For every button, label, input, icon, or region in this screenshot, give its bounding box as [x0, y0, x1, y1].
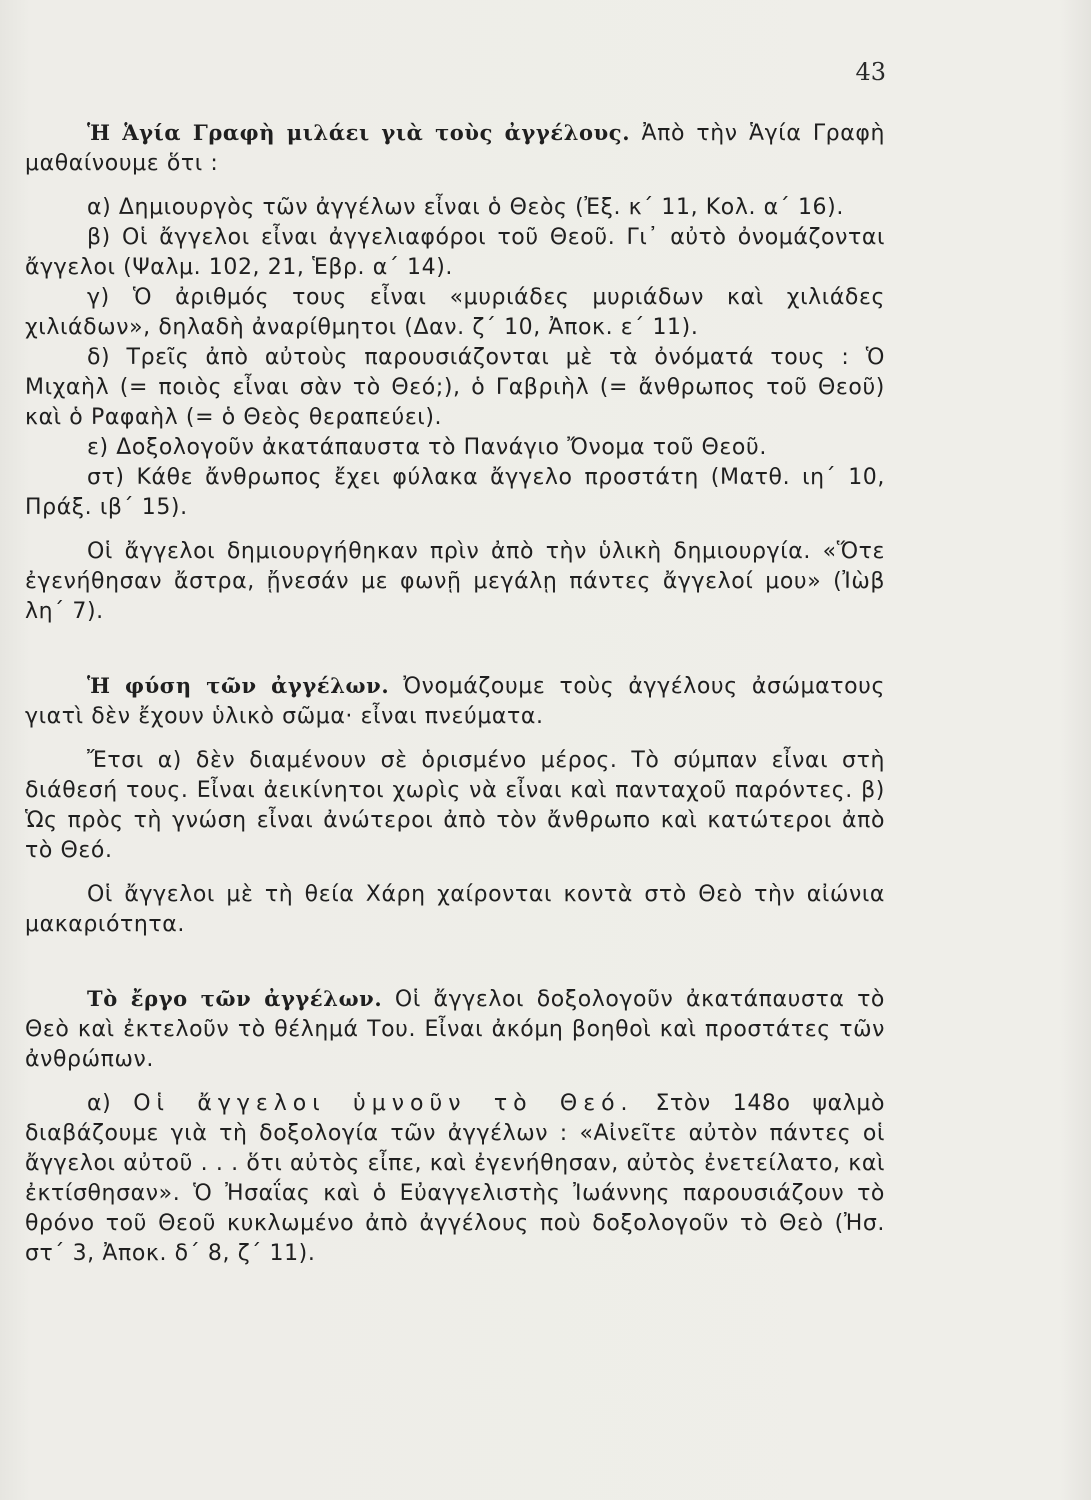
section3-intro-paragraph: [25, 984, 885, 1075]
section1-intro-paragraph: [25, 118, 885, 179]
section3-item-a-text: Στὸν 148ο ψαλμὸ διαβάζουμε γιὰ τὴ δοξολογία τῶν ἀγγέλων : «Αἰνεῖτε αὐτὸν πάντες οἱ ἄγγελοι αὐτοῦ . . . ὅτι αὐτὸς εἶπε, καὶ ἐγενήθησαν, αὐτὸς ἐνετείλατο, καὶ ἐκτίσθησαν». Ὁ Ἠσαΐας καὶ ὁ Εὐαγγελιστὴς Ἰωάννης παρουσιάζουν τὸ θρόνο τοῦ Θεοῦ κυκλωμένο ἀπὸ ἀγγέλους ποὺ δοξολογοῦν τὸ Θεὸ (Ἠσ. στ΄ 3, Ἀποκ. δ΄ 8, ζ΄ 11).: [25, 1091, 886, 1266]
section1-closing: Οἱ ἄγγελοι δημιουργήθηκαν πρὶν ἀπὸ τὴν ὑλικὴ δημιουργία. «Ὅτε ἐγενήθησαν ἄστρα, ᾔνεσάν με φωνῇ μεγάλῃ πάντες ἄγγελοί μου» (Ἰὼβ λη΄ 7).: [25, 539, 885, 624]
section1-item-b: β) Οἱ ἄγγελοι εἶναι ἀγγελιαφόροι τοῦ Θεοῦ. Γι᾽ αὐτὸ ὀνομάζονται ἄγγελοι (Ψαλμ. 102, 21, Ἑβρ. α΄ 14).: [25, 225, 885, 280]
section3-item-a: [25, 1089, 885, 1269]
section3-heading: Τὸ ἔργο τῶν ἀγγέλων.: [87, 986, 383, 1011]
section1-heading: Ἡ Ἁγία Γραφὴ μιλάει γιὰ τοὺς ἀγγέλους.: [87, 120, 631, 145]
section2-paragraph-1: Ἔτσι α) δὲν διαμένουν σὲ ὁρισμένο μέρος. Τὸ σύμπαν εἶναι στὴ διάθεσή τους. Εἶναι ἀεικίνητοι χωρὶς νὰ εἶναι καὶ πανταχοῦ παρόντες. β) Ὡς πρὸς τὴ γνώση εἶναι ἀνώτεροι ἀπὸ τὸν ἄνθρωπο καὶ κατώτεροι ἀπὸ τὸ Θεό.: [25, 748, 885, 863]
body-text: [25, 118, 885, 1269]
section1-item-c: γ) Ὁ ἀριθμός τους εἶναι «μυριάδες μυριάδων καὶ χιλιάδες χιλιάδων», δηλαδὴ ἀναρίθμητοι (Δαν. ζ΄ 10, Ἀποκ. ε΄ 11).: [25, 285, 885, 340]
section1-item-st: στ) Κάθε ἄνθρωπος ἔχει φύλακα ἄγγελο προστάτη (Ματθ. ιη΄ 10, Πράξ. ιβ΄ 15).: [25, 465, 885, 520]
section2-intro: Ὀνομάζουμε τοὺς ἀγγέλους ἀσώματους γιατὶ δὲν ἔχουν ὑλικὸ σῶμα· εἶναι πνεύματα.: [25, 674, 885, 729]
section1-item-a: α) Δημιουργὸς τῶν ἀγγέλων εἶναι ὁ Θεὸς (Ἐξ. κ΄ 11, Κολ. α΄ 16).: [87, 195, 844, 220]
section1-item-e: ε) Δοξολογοῦν ἀκατάπαυστα τὸ Πανάγιο Ὄνομα τοῦ Θεοῦ.: [87, 435, 767, 460]
section1-item-d: δ) Τρεῖς ἀπὸ αὐτοὺς παρουσιάζονται μὲ τὰ ὀνόματά τους : Ὁ Μιχαὴλ (= ποιὸς εἶναι σὰν τὸ Θεό;), ὁ Γαβριὴλ (= ἄνθρωπος τοῦ Θεοῦ) καὶ ὁ Ραφαὴλ (= ὁ Θεὸς θεραπεύει).: [25, 345, 885, 430]
section2-heading: Ἡ φύση τῶν ἀγγέλων.: [87, 673, 390, 698]
section2-paragraph-2: Οἱ ἄγγελοι μὲ τὴ θεία Χάρη χαίρονται κοντὰ στὸ Θεὸ τὴν αἰώνια μακαριότητα.: [25, 882, 885, 937]
section2-intro-paragraph: [25, 671, 885, 732]
section3-item-a-spaced-title: Οἱ ἄγγελοι ὑμνοῦν τὸ Θεό.: [133, 1091, 634, 1116]
page-number: 43: [855, 58, 886, 86]
section1-intro: Ἀπὸ τὴν Ἁγία Γραφὴ μαθαίνουμε ὅτι :: [25, 121, 885, 176]
section3-intro: Οἱ ἄγγελοι δοξολογοῦν ἀκατάπαυστα τὸ Θεὸ καὶ ἐκτελοῦν τὸ θέλημά Του. Εἶναι ἀκόμη βοηθοὶ καὶ προστάτες τῶν ἀνθρώπων.: [25, 987, 885, 1072]
section3-item-a-label: α): [87, 1091, 112, 1116]
